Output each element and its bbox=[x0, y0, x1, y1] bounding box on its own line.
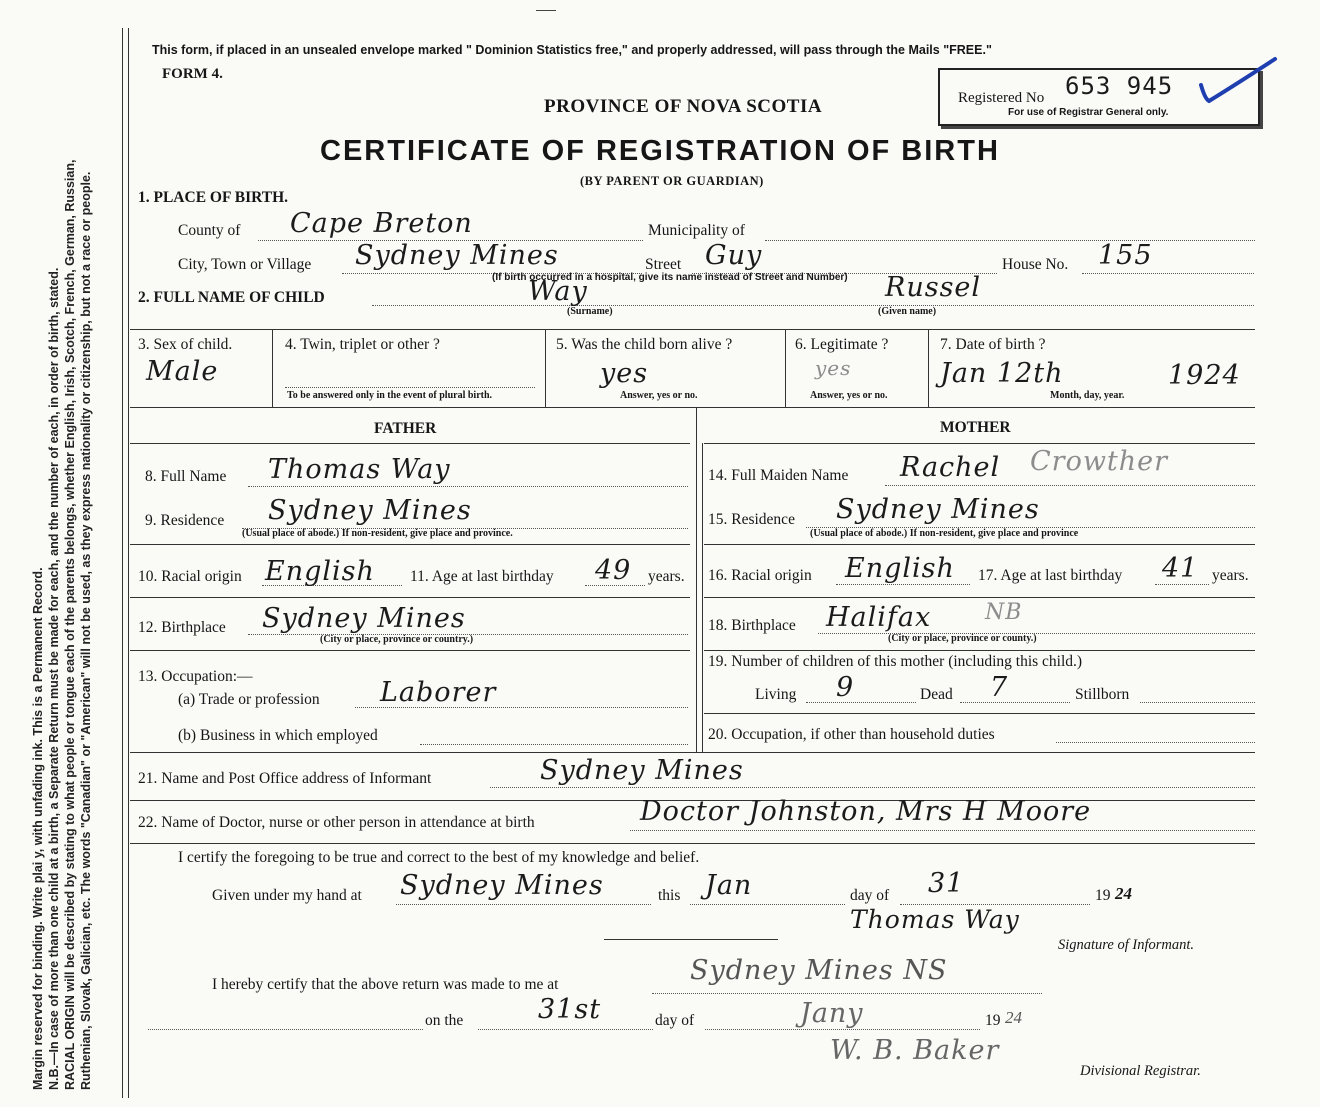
mother-occupation-line bbox=[1056, 742, 1255, 743]
province-title: PROVINCE OF NOVA SCOTIA bbox=[544, 96, 823, 117]
registrar-on-label: on the bbox=[425, 1012, 464, 1029]
mother-residence-label: 15. Residence bbox=[708, 511, 795, 528]
this-label: this bbox=[658, 887, 681, 904]
mother-name-faint: Crowther bbox=[1030, 446, 1169, 477]
certify-text: I certify the foregoing to be true and correct to the best of my knowledge and belief. bbox=[178, 849, 700, 866]
mother-racial-line bbox=[836, 584, 970, 585]
house-value: 155 bbox=[1098, 240, 1153, 271]
mother-age-label: 17. Age at last birthday bbox=[978, 567, 1123, 584]
doctor-label: 22. Name of Doctor, nurse or other person in attendance at birth bbox=[138, 814, 535, 831]
given-day-label: day of bbox=[850, 887, 890, 904]
certificate-title: CERTIFICATE OF REGISTRATION OF BIRTH bbox=[320, 135, 1000, 167]
father-name-label: 8. Full Name bbox=[145, 468, 227, 485]
dead-label: Dead bbox=[920, 686, 953, 703]
child-given-name: Russel bbox=[885, 272, 982, 303]
alive-value: yes bbox=[600, 358, 649, 389]
registrar-caption: Divisional Registrar. bbox=[1080, 1063, 1201, 1079]
informant-label: 21. Name and Post Office address of Informant bbox=[138, 770, 432, 787]
mother-residence-value: Sydney Mines bbox=[836, 494, 1040, 525]
margin-notes bbox=[30, 10, 130, 1090]
mother-sep-4 bbox=[704, 713, 1255, 714]
parents-divider bbox=[696, 407, 697, 752]
mother-birthplace-note: (City or place, province or county.) bbox=[888, 633, 1037, 644]
registrar-place-line bbox=[652, 993, 1042, 994]
father-age-unit: years. bbox=[648, 568, 685, 585]
mother-sep-1 bbox=[704, 544, 1255, 545]
legitimate-note: Answer, yes or no. bbox=[810, 390, 888, 401]
alive-label: 5. Was the child born alive ? bbox=[556, 336, 733, 353]
father-trade-value: Laborer bbox=[380, 677, 497, 708]
registrar-place-value: Sydney Mines NS bbox=[690, 955, 948, 986]
form-number: FORM 4. bbox=[162, 66, 223, 82]
father-racial-value: English bbox=[265, 556, 375, 587]
twin-note: To be answered only in the event of plural birth. bbox=[287, 390, 493, 401]
mother-occupation-label: 20. Occupation, if other than household duties bbox=[708, 726, 995, 743]
father-sep-1 bbox=[130, 544, 690, 545]
father-name-value: Thomas Way bbox=[268, 454, 451, 485]
given-year-suffix: 24 bbox=[1115, 884, 1132, 903]
registrar-year-suffix: 24 bbox=[1005, 1008, 1022, 1027]
living-value: 9 bbox=[836, 672, 855, 703]
father-occupation-label: 13. Occupation:— bbox=[138, 668, 253, 685]
signature-rule bbox=[604, 939, 778, 940]
registrar-note: For use of Registrar General only. bbox=[1008, 107, 1169, 118]
mother-birthplace-value: Halifax bbox=[826, 602, 932, 633]
father-business-line bbox=[420, 744, 688, 745]
row3-divider-1 bbox=[272, 329, 273, 407]
stillborn-label: Stillborn bbox=[1075, 686, 1130, 703]
legitimate-label: 6. Legitimate ? bbox=[795, 336, 889, 353]
top-mark bbox=[536, 0, 556, 11]
given-month-value: Jan bbox=[705, 870, 753, 901]
informant-line bbox=[490, 787, 1255, 788]
doctor-border bbox=[130, 843, 1255, 844]
stillborn-line bbox=[1140, 702, 1255, 703]
given-place-value: Sydney Mines bbox=[400, 870, 604, 901]
margin-note-binding: Margin reserved for binding. Write plai y, with unfading ink. This is a Permanent Record. bbox=[31, 567, 45, 1090]
mother-name-value: Rachel bbox=[900, 452, 1001, 483]
registered-number: 653 945 bbox=[1065, 72, 1174, 100]
registrar-day-line bbox=[478, 1029, 653, 1030]
given-year-prefix: 19 bbox=[1095, 887, 1111, 904]
father-name-line bbox=[248, 486, 688, 487]
mother-age-value: 41 bbox=[1162, 553, 1199, 584]
dead-line bbox=[960, 702, 1070, 703]
registrar-month-line bbox=[705, 1029, 980, 1030]
informant-signature: Thomas Way bbox=[850, 905, 1020, 934]
dob-year: 1924 bbox=[1168, 360, 1241, 391]
child-surname: Way bbox=[528, 276, 588, 307]
dob-note: Month, day, year. bbox=[1050, 390, 1125, 401]
mail-notice: This form, if placed in an unsealed envelope marked " Dominion Statistics free," and properly addressed, will pass through the Mails "FREE." bbox=[152, 43, 992, 57]
given-name-caption: (Given name) bbox=[878, 306, 937, 317]
form-left-border-inner bbox=[128, 28, 129, 1098]
city-value: Sydney Mines bbox=[355, 240, 559, 271]
dead-value: 7 bbox=[990, 672, 1009, 703]
parents-bottom-border bbox=[130, 752, 1255, 753]
given-month-line bbox=[690, 904, 845, 905]
registrar-text: I hereby certify that the above return was made to me at bbox=[212, 976, 559, 993]
father-trade-label: (a) Trade or profession bbox=[178, 691, 320, 708]
living-label: Living bbox=[755, 686, 797, 703]
registrar-year-prefix: 19 bbox=[985, 1012, 1001, 1029]
father-residence-label: 9. Residence bbox=[145, 512, 225, 529]
hospital-note: (If birth occurred in a hospital, give its name instead of Street and Number) bbox=[492, 272, 848, 283]
father-birthplace-label: 12. Birthplace bbox=[138, 619, 226, 636]
mother-heading: MOTHER bbox=[940, 419, 1011, 436]
dob-label: 7. Date of birth ? bbox=[940, 336, 1046, 353]
mother-header-line bbox=[704, 443, 1255, 444]
form-left-border bbox=[122, 28, 123, 1098]
registered-label: Registered No bbox=[958, 90, 1045, 106]
twin-label: 4. Twin, triplet or other ? bbox=[285, 336, 440, 353]
row3-divider-3 bbox=[785, 329, 786, 407]
registrar-blank-line bbox=[148, 1029, 423, 1030]
mother-sep-3 bbox=[704, 650, 1255, 651]
mother-sep-2 bbox=[704, 597, 1255, 598]
mother-residence-note: (Usual place of abode.) If non-resident, give place and province bbox=[810, 528, 1079, 539]
sex-label: 3. Sex of child. bbox=[138, 336, 233, 353]
mother-name-label: 14. Full Maiden Name bbox=[708, 467, 849, 484]
father-age-value: 49 bbox=[595, 555, 632, 586]
row3-bottom-border bbox=[130, 407, 1255, 408]
given-place-line bbox=[396, 904, 651, 905]
doctor-line bbox=[630, 830, 1255, 831]
margin-note-racial-origin: RACIAL ORIGIN will be described by stating to what people or tongue each of the parents belongs, whether English, Irish, Scotch, French, German, Russian, bbox=[63, 159, 77, 1090]
father-sep-2 bbox=[130, 597, 690, 598]
city-label: City, Town or Village bbox=[178, 256, 312, 273]
county-label: County of bbox=[178, 222, 241, 239]
parents-divider-inner bbox=[702, 443, 703, 752]
margin-note-multiple-births: N.B.—In case of more than one child at a birth, a Separate Return must be made for each, and the number of each, in order of birth, stated. bbox=[47, 267, 61, 1090]
registrar-day-value: 31st bbox=[538, 994, 602, 1025]
father-heading: FATHER bbox=[374, 420, 437, 437]
county-value: Cape Breton bbox=[290, 208, 473, 239]
margin-note-racial-origin-cont: Ruthenian, Slovak, Galician, etc. The words "Canadian" or "American" will not be used, as they express nationality or citizenship, but not a race or people. bbox=[79, 171, 93, 1090]
father-racial-label: 10. Racial origin bbox=[138, 568, 242, 585]
child-name-label: 2. FULL NAME OF CHILD bbox=[138, 289, 325, 306]
registrar-signature: W. B. Baker bbox=[830, 1035, 1000, 1066]
municipality-line bbox=[765, 240, 1255, 241]
doctor-value: Doctor Johnston, Mrs H Moore bbox=[640, 796, 1092, 827]
father-sep-3 bbox=[130, 650, 690, 651]
child-name-line bbox=[372, 305, 1254, 306]
mother-name-line bbox=[885, 485, 1255, 486]
house-label: House No. bbox=[1002, 256, 1069, 273]
mother-racial-value: English bbox=[845, 553, 955, 584]
father-birthplace-note: (City or place, province or country.) bbox=[320, 634, 474, 645]
house-line bbox=[1082, 273, 1254, 274]
father-residence-value: Sydney Mines bbox=[268, 495, 472, 526]
father-business-label: (b) Business in which employed bbox=[178, 727, 378, 744]
given-day-value: 31 bbox=[928, 868, 965, 899]
registrar-month-value: Jany bbox=[800, 998, 864, 1029]
father-birthplace-value: Sydney Mines bbox=[262, 603, 466, 634]
certificate-subtitle: (BY PARENT OR GUARDIAN) bbox=[580, 174, 764, 188]
alive-note: Answer, yes or no. bbox=[620, 390, 698, 401]
father-age-label: 11. Age at last birthday bbox=[410, 568, 554, 585]
mother-age-line bbox=[1155, 584, 1209, 585]
row3-divider-4 bbox=[928, 329, 929, 407]
check-mark-icon bbox=[1195, 55, 1280, 110]
mother-age-unit: years. bbox=[1212, 567, 1249, 584]
street-label: Street bbox=[645, 256, 682, 273]
mother-birthplace-label: 18. Birthplace bbox=[708, 617, 796, 634]
mother-racial-label: 16. Racial origin bbox=[708, 567, 812, 584]
father-header-line bbox=[130, 443, 690, 444]
mother-birthplace-faint: NB bbox=[985, 600, 1023, 625]
mother-children-label: 19. Number of children of this mother (including this child.) bbox=[708, 653, 1083, 670]
sex-value: Male bbox=[146, 356, 219, 387]
dob-month-day: Jan 12th bbox=[940, 358, 1064, 389]
surname-caption: (Surname) bbox=[567, 306, 613, 317]
living-line bbox=[806, 702, 916, 703]
given-under-label: Given under my hand at bbox=[212, 887, 362, 904]
place-of-birth-heading: 1. PLACE OF BIRTH. bbox=[138, 189, 289, 206]
row3-divider-2 bbox=[545, 329, 546, 407]
informant-value: Sydney Mines bbox=[540, 755, 744, 786]
registrar-day-label: day of bbox=[655, 1012, 695, 1029]
legitimate-value: yes bbox=[815, 356, 852, 380]
municipality-label: Municipality of bbox=[648, 222, 745, 239]
twin-line bbox=[285, 387, 535, 388]
street-value: Guy bbox=[705, 240, 763, 271]
father-residence-note: (Usual place of abode.) If non-resident, give place and province. bbox=[242, 528, 513, 539]
signature-caption: Signature of Informant. bbox=[1058, 937, 1195, 953]
row3-top-border bbox=[130, 329, 1255, 330]
